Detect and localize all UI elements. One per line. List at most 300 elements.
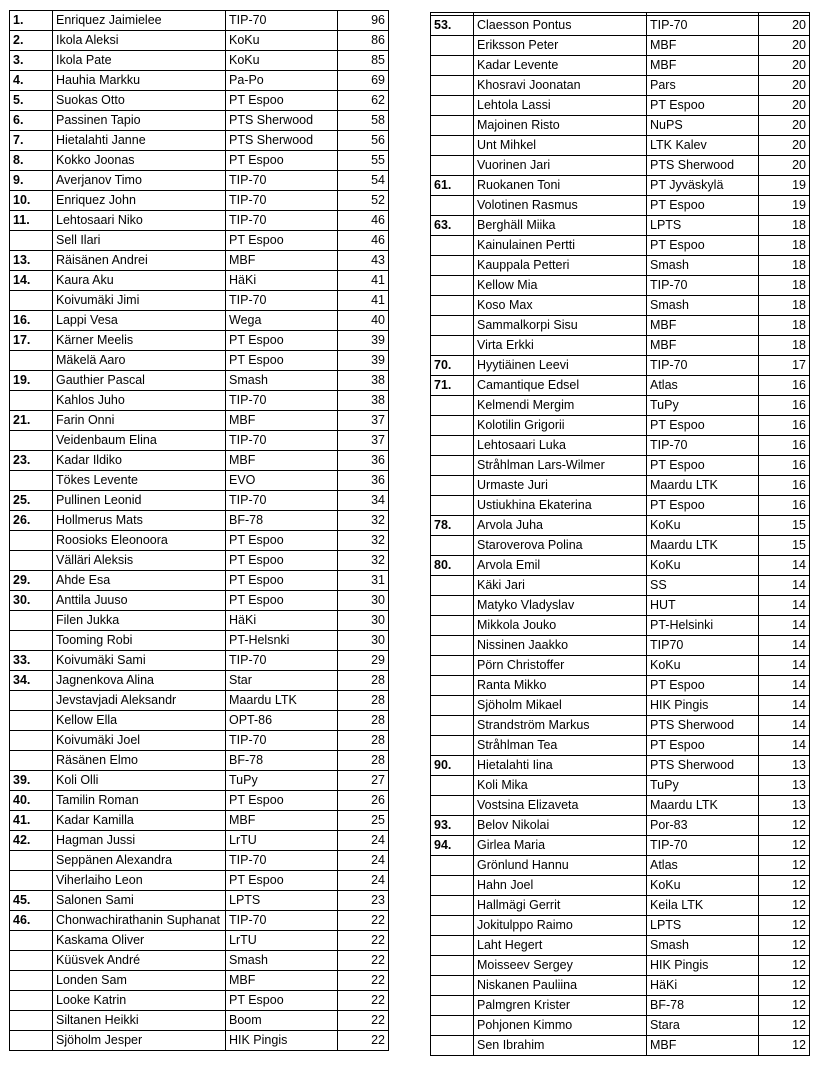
club-cell: Por-83 xyxy=(647,816,759,836)
name-cell: Seppänen Alexandra xyxy=(53,851,226,871)
points-cell: 69 xyxy=(338,71,389,91)
rank-cell: 90. xyxy=(431,756,474,776)
club-cell: PT Espoo xyxy=(647,196,759,216)
rank-cell: 33. xyxy=(10,651,53,671)
table-row xyxy=(10,331,389,351)
name-cell: Koso Max xyxy=(474,296,647,316)
name-cell: Mikkola Jouko xyxy=(474,616,647,636)
rank-cell xyxy=(431,236,474,256)
points-cell: 18 xyxy=(759,336,810,356)
club-cell: BF-78 xyxy=(226,751,338,771)
rank-cell xyxy=(431,1036,474,1056)
rank-cell xyxy=(10,731,53,751)
table-row xyxy=(10,431,389,451)
club-cell: TIP-70 xyxy=(226,391,338,411)
rank-cell xyxy=(431,36,474,56)
club-cell: PT Espoo xyxy=(647,496,759,516)
club-cell: BF-78 xyxy=(647,996,759,1016)
name-cell: Passinen Tapio xyxy=(53,111,226,131)
points-cell: 37 xyxy=(338,431,389,451)
rank-cell: 4. xyxy=(10,71,53,91)
table-row xyxy=(431,716,810,736)
table-row xyxy=(10,711,389,731)
table-row xyxy=(10,631,389,651)
rank-cell: 16. xyxy=(10,311,53,331)
table-row xyxy=(431,556,810,576)
rank-cell: 71. xyxy=(431,376,474,396)
points-cell: 12 xyxy=(759,856,810,876)
club-cell: PT Espoo xyxy=(647,416,759,436)
table-row xyxy=(431,676,810,696)
table-row xyxy=(431,316,810,336)
rank-cell xyxy=(10,551,53,571)
name-cell: Ustiukhina Ekaterina xyxy=(474,496,647,516)
name-cell: Majoinen Risto xyxy=(474,116,647,136)
table-row xyxy=(10,911,389,931)
points-cell: 20 xyxy=(759,16,810,36)
club-cell: HäKi xyxy=(647,976,759,996)
points-cell: 14 xyxy=(759,556,810,576)
table-row xyxy=(431,176,810,196)
club-cell: BF-78 xyxy=(226,511,338,531)
name-cell: Viherlaiho Leon xyxy=(53,871,226,891)
rank-cell: 5. xyxy=(10,91,53,111)
rank-cell xyxy=(10,351,53,371)
rank-cell xyxy=(431,1016,474,1036)
club-cell: TuPy xyxy=(226,771,338,791)
rank-cell: 9. xyxy=(10,171,53,191)
club-cell: MBF xyxy=(226,971,338,991)
points-cell: 20 xyxy=(759,156,810,176)
name-cell: Pohjonen Kimmo xyxy=(474,1016,647,1036)
club-cell: TIP-70 xyxy=(226,191,338,211)
club-cell: Pars xyxy=(647,76,759,96)
rank-cell xyxy=(431,576,474,596)
points-cell: 22 xyxy=(338,991,389,1011)
club-cell: Smash xyxy=(226,371,338,391)
ranking-table-left xyxy=(9,10,389,1051)
points-cell: 13 xyxy=(759,796,810,816)
rank-cell xyxy=(431,996,474,1016)
club-cell: LPTS xyxy=(647,216,759,236)
club-cell: Smash xyxy=(647,256,759,276)
table-row xyxy=(431,416,810,436)
points-cell: 12 xyxy=(759,836,810,856)
club-cell: TIP-70 xyxy=(226,731,338,751)
rank-cell xyxy=(431,56,474,76)
name-cell: Lehtosaari Luka xyxy=(474,436,647,456)
table-row xyxy=(431,956,810,976)
club-cell: Keila LTK xyxy=(647,896,759,916)
points-cell: 22 xyxy=(338,971,389,991)
points-cell: 22 xyxy=(338,951,389,971)
name-cell: Eriksson Peter xyxy=(474,36,647,56)
points-cell: 18 xyxy=(759,276,810,296)
points-cell: 12 xyxy=(759,1036,810,1056)
table-row xyxy=(431,736,810,756)
rank-cell xyxy=(431,956,474,976)
table-row xyxy=(431,1036,810,1056)
table-row xyxy=(10,891,389,911)
name-cell: Salonen Sami xyxy=(53,891,226,911)
club-cell: Pa-Po xyxy=(226,71,338,91)
club-cell: TIP-70 xyxy=(647,836,759,856)
points-cell: 14 xyxy=(759,616,810,636)
name-cell: Claesson Pontus xyxy=(474,16,647,36)
club-cell: PT Espoo xyxy=(226,991,338,1011)
points-cell: 16 xyxy=(759,396,810,416)
points-cell: 16 xyxy=(759,476,810,496)
name-cell: Nissinen Jaakko xyxy=(474,636,647,656)
club-cell: HIK Pingis xyxy=(647,696,759,716)
rank-cell xyxy=(10,631,53,651)
club-cell: MBF xyxy=(226,811,338,831)
table-row xyxy=(431,296,810,316)
table-row xyxy=(431,996,810,1016)
name-cell: Niskanen Pauliina xyxy=(474,976,647,996)
rank-cell xyxy=(10,711,53,731)
name-cell: Enriquez Jaimielee xyxy=(53,11,226,31)
club-cell: TIP-70 xyxy=(226,851,338,871)
name-cell: Laht Hegert xyxy=(474,936,647,956)
club-cell: NuPS xyxy=(647,116,759,136)
rank-cell xyxy=(431,636,474,656)
name-cell: Lappi Vesa xyxy=(53,311,226,331)
points-cell: 25 xyxy=(338,811,389,831)
points-cell: 39 xyxy=(338,351,389,371)
table-row xyxy=(10,751,389,771)
name-cell: Virta Erkki xyxy=(474,336,647,356)
table-row xyxy=(431,56,810,76)
table-row xyxy=(10,491,389,511)
name-cell: Koivumäki Joel xyxy=(53,731,226,751)
name-cell: Sell Ilari xyxy=(53,231,226,251)
club-cell: TIP-70 xyxy=(226,291,338,311)
name-cell: Kellow Ella xyxy=(53,711,226,731)
rank-cell: 1. xyxy=(10,11,53,31)
name-cell: Hallmägi Gerrit xyxy=(474,896,647,916)
points-cell: 18 xyxy=(759,256,810,276)
points-cell: 38 xyxy=(338,371,389,391)
points-cell: 15 xyxy=(759,536,810,556)
name-cell: Siltanen Heikki xyxy=(53,1011,226,1031)
club-cell: PT Espoo xyxy=(226,531,338,551)
club-cell: PT Espoo xyxy=(226,331,338,351)
points-cell: 16 xyxy=(759,496,810,516)
club-cell: LPTS xyxy=(647,916,759,936)
table-row xyxy=(10,291,389,311)
club-cell: Smash xyxy=(647,296,759,316)
points-cell: 19 xyxy=(759,176,810,196)
rank-cell xyxy=(10,1011,53,1031)
name-cell: Sjöholm Jesper xyxy=(53,1031,226,1051)
rank-cell: 41. xyxy=(10,811,53,831)
rank-cell: 11. xyxy=(10,211,53,231)
table-row xyxy=(10,31,389,51)
club-cell: TIP-70 xyxy=(226,651,338,671)
table-row xyxy=(431,156,810,176)
name-cell: Khosravi Joonatan xyxy=(474,76,647,96)
club-cell: KoKu xyxy=(647,656,759,676)
name-cell: Kolotilin Grigorii xyxy=(474,416,647,436)
rank-cell: 46. xyxy=(10,911,53,931)
club-cell: TIP-70 xyxy=(226,491,338,511)
rank-cell: 3. xyxy=(10,51,53,71)
rank-cell xyxy=(10,851,53,871)
points-cell: 30 xyxy=(338,591,389,611)
club-cell: Star xyxy=(226,671,338,691)
points-cell: 13 xyxy=(759,776,810,796)
name-cell: Belov Nikolai xyxy=(474,816,647,836)
table-row xyxy=(10,451,389,471)
points-cell: 14 xyxy=(759,716,810,736)
points-cell: 19 xyxy=(759,196,810,216)
points-cell: 12 xyxy=(759,976,810,996)
table-row xyxy=(431,116,810,136)
club-cell: HIK Pingis xyxy=(226,1031,338,1051)
name-cell: Koli Olli xyxy=(53,771,226,791)
club-cell: KoKu xyxy=(647,556,759,576)
club-cell: LrTU xyxy=(226,831,338,851)
rank-cell xyxy=(431,296,474,316)
club-cell: KoKu xyxy=(226,51,338,71)
name-cell: Farin Onni xyxy=(53,411,226,431)
table-row xyxy=(10,511,389,531)
points-cell: 31 xyxy=(338,571,389,591)
table-row xyxy=(10,191,389,211)
rank-cell: 42. xyxy=(10,831,53,851)
club-cell: LrTU xyxy=(226,931,338,951)
table-row xyxy=(10,51,389,71)
points-cell: 27 xyxy=(338,771,389,791)
name-cell: Pörn Christoffer xyxy=(474,656,647,676)
table-row xyxy=(431,576,810,596)
table-row xyxy=(431,376,810,396)
rank-cell: 25. xyxy=(10,491,53,511)
table-row xyxy=(431,916,810,936)
points-cell: 24 xyxy=(338,851,389,871)
table-row xyxy=(431,276,810,296)
name-cell: Looke Katrin xyxy=(53,991,226,1011)
table-row xyxy=(10,11,389,31)
club-cell: LTK Kalev xyxy=(647,136,759,156)
club-cell: PT Espoo xyxy=(647,96,759,116)
name-cell: Pullinen Leonid xyxy=(53,491,226,511)
table-row xyxy=(431,36,810,56)
rank-cell xyxy=(10,391,53,411)
name-cell: Staroverova Polina xyxy=(474,536,647,556)
points-cell: 32 xyxy=(338,531,389,551)
club-cell: PT Espoo xyxy=(647,736,759,756)
club-cell: TIP-70 xyxy=(226,431,338,451)
points-cell: 29 xyxy=(338,651,389,671)
table-row xyxy=(10,1031,389,1051)
name-cell: Vuorinen Jari xyxy=(474,156,647,176)
name-cell: Jokitulppo Raimo xyxy=(474,916,647,936)
name-cell: Kadar Kamilla xyxy=(53,811,226,831)
club-cell: TuPy xyxy=(647,776,759,796)
table-row xyxy=(431,536,810,556)
name-cell: Strandström Markus xyxy=(474,716,647,736)
name-cell: Hyytiäinen Leevi xyxy=(474,356,647,376)
table-row xyxy=(10,231,389,251)
rank-cell: 17. xyxy=(10,331,53,351)
name-cell: Stråhlman Tea xyxy=(474,736,647,756)
rank-cell xyxy=(431,76,474,96)
points-cell: 40 xyxy=(338,311,389,331)
table-row xyxy=(431,896,810,916)
table-row xyxy=(10,71,389,91)
name-cell: Sen Ibrahim xyxy=(474,1036,647,1056)
club-cell: Stara xyxy=(647,1016,759,1036)
points-cell: 13 xyxy=(759,756,810,776)
name-cell: Hagman Jussi xyxy=(53,831,226,851)
rank-cell xyxy=(431,256,474,276)
table-row xyxy=(431,356,810,376)
table-row xyxy=(10,791,389,811)
rank-cell xyxy=(10,291,53,311)
rank-cell xyxy=(431,96,474,116)
table-row xyxy=(10,971,389,991)
points-cell: 17 xyxy=(759,356,810,376)
name-cell: Mäkelä Aaro xyxy=(53,351,226,371)
rank-cell xyxy=(10,971,53,991)
points-cell: 12 xyxy=(759,816,810,836)
rank-cell xyxy=(431,796,474,816)
club-cell: TIP-70 xyxy=(226,11,338,31)
table-row xyxy=(431,436,810,456)
name-cell: Gauthier Pascal xyxy=(53,371,226,391)
points-cell: 12 xyxy=(759,956,810,976)
name-cell: Kellow Mia xyxy=(474,276,647,296)
club-cell: PT Espoo xyxy=(647,676,759,696)
rank-cell xyxy=(431,116,474,136)
club-cell: Wega xyxy=(226,311,338,331)
rank-cell xyxy=(431,776,474,796)
rank-cell: 30. xyxy=(10,591,53,611)
name-cell: Lehtola Lassi xyxy=(474,96,647,116)
name-cell: Ikola Aleksi xyxy=(53,31,226,51)
club-cell: PT Espoo xyxy=(647,456,759,476)
table-row xyxy=(10,691,389,711)
name-cell: Enriquez John xyxy=(53,191,226,211)
table-row xyxy=(10,211,389,231)
points-cell: 52 xyxy=(338,191,389,211)
ranking-table-right xyxy=(430,12,810,1056)
club-cell: MBF xyxy=(647,36,759,56)
rank-cell xyxy=(431,336,474,356)
table-row xyxy=(10,131,389,151)
points-cell: 62 xyxy=(338,91,389,111)
rank-cell: 2. xyxy=(10,31,53,51)
rank-cell xyxy=(10,691,53,711)
club-cell: TIP-70 xyxy=(647,436,759,456)
name-cell: Tooming Robi xyxy=(53,631,226,651)
table-row xyxy=(10,371,389,391)
points-cell: 43 xyxy=(338,251,389,271)
table-row xyxy=(10,411,389,431)
table-row xyxy=(10,871,389,891)
table-row xyxy=(10,571,389,591)
name-cell: Urmaste Juri xyxy=(474,476,647,496)
points-cell: 14 xyxy=(759,576,810,596)
rank-cell xyxy=(431,316,474,336)
table-row xyxy=(10,111,389,131)
points-cell: 14 xyxy=(759,696,810,716)
table-row xyxy=(431,336,810,356)
rank-cell: 29. xyxy=(10,571,53,591)
table-row xyxy=(10,351,389,371)
rank-cell: 70. xyxy=(431,356,474,376)
table-row xyxy=(431,216,810,236)
points-cell: 28 xyxy=(338,711,389,731)
rank-cell xyxy=(431,156,474,176)
points-cell: 18 xyxy=(759,236,810,256)
table-row xyxy=(10,311,389,331)
table-row xyxy=(431,76,810,96)
table-row xyxy=(431,636,810,656)
points-cell: 28 xyxy=(338,751,389,771)
ranking-table-right-body xyxy=(431,13,810,1056)
club-cell: OPT-86 xyxy=(226,711,338,731)
table-row xyxy=(431,696,810,716)
rank-cell xyxy=(431,916,474,936)
rank-cell xyxy=(431,416,474,436)
table-row xyxy=(10,591,389,611)
rank-cell: 26. xyxy=(10,511,53,531)
points-cell: 34 xyxy=(338,491,389,511)
points-cell: 12 xyxy=(759,1016,810,1036)
name-cell: Tamilin Roman xyxy=(53,791,226,811)
club-cell: PT Espoo xyxy=(226,791,338,811)
name-cell: Hietalahti Janne xyxy=(53,131,226,151)
name-cell: Kaskama Oliver xyxy=(53,931,226,951)
name-cell: Kärner Meelis xyxy=(53,331,226,351)
club-cell: MBF xyxy=(647,316,759,336)
points-cell: 36 xyxy=(338,471,389,491)
rank-cell xyxy=(10,1031,53,1051)
rank-cell xyxy=(431,876,474,896)
rank-cell xyxy=(10,931,53,951)
club-cell: Maardu LTK xyxy=(647,476,759,496)
rank-cell xyxy=(431,616,474,636)
club-cell: KoKu xyxy=(647,876,759,896)
points-cell: 26 xyxy=(338,791,389,811)
name-cell: Kelmendi Mergim xyxy=(474,396,647,416)
points-cell: 14 xyxy=(759,656,810,676)
club-cell: MBF xyxy=(647,336,759,356)
rank-cell xyxy=(431,976,474,996)
name-cell: Koivumäki Sami xyxy=(53,651,226,671)
points-cell: 56 xyxy=(338,131,389,151)
points-cell: 20 xyxy=(759,76,810,96)
points-cell: 20 xyxy=(759,96,810,116)
club-cell: TIP-70 xyxy=(226,211,338,231)
points-cell: 12 xyxy=(759,916,810,936)
name-cell: Kadar Levente xyxy=(474,56,647,76)
rank-cell xyxy=(431,276,474,296)
rank-cell xyxy=(10,951,53,971)
name-cell: Londen Sam xyxy=(53,971,226,991)
name-cell: Hahn Joel xyxy=(474,876,647,896)
club-cell: PT-Helsinki xyxy=(647,616,759,636)
points-cell: 36 xyxy=(338,451,389,471)
points-cell: 30 xyxy=(338,611,389,631)
name-cell: Küüsvek André xyxy=(53,951,226,971)
points-cell: 41 xyxy=(338,271,389,291)
table-row xyxy=(10,671,389,691)
club-cell: TIP70 xyxy=(647,636,759,656)
